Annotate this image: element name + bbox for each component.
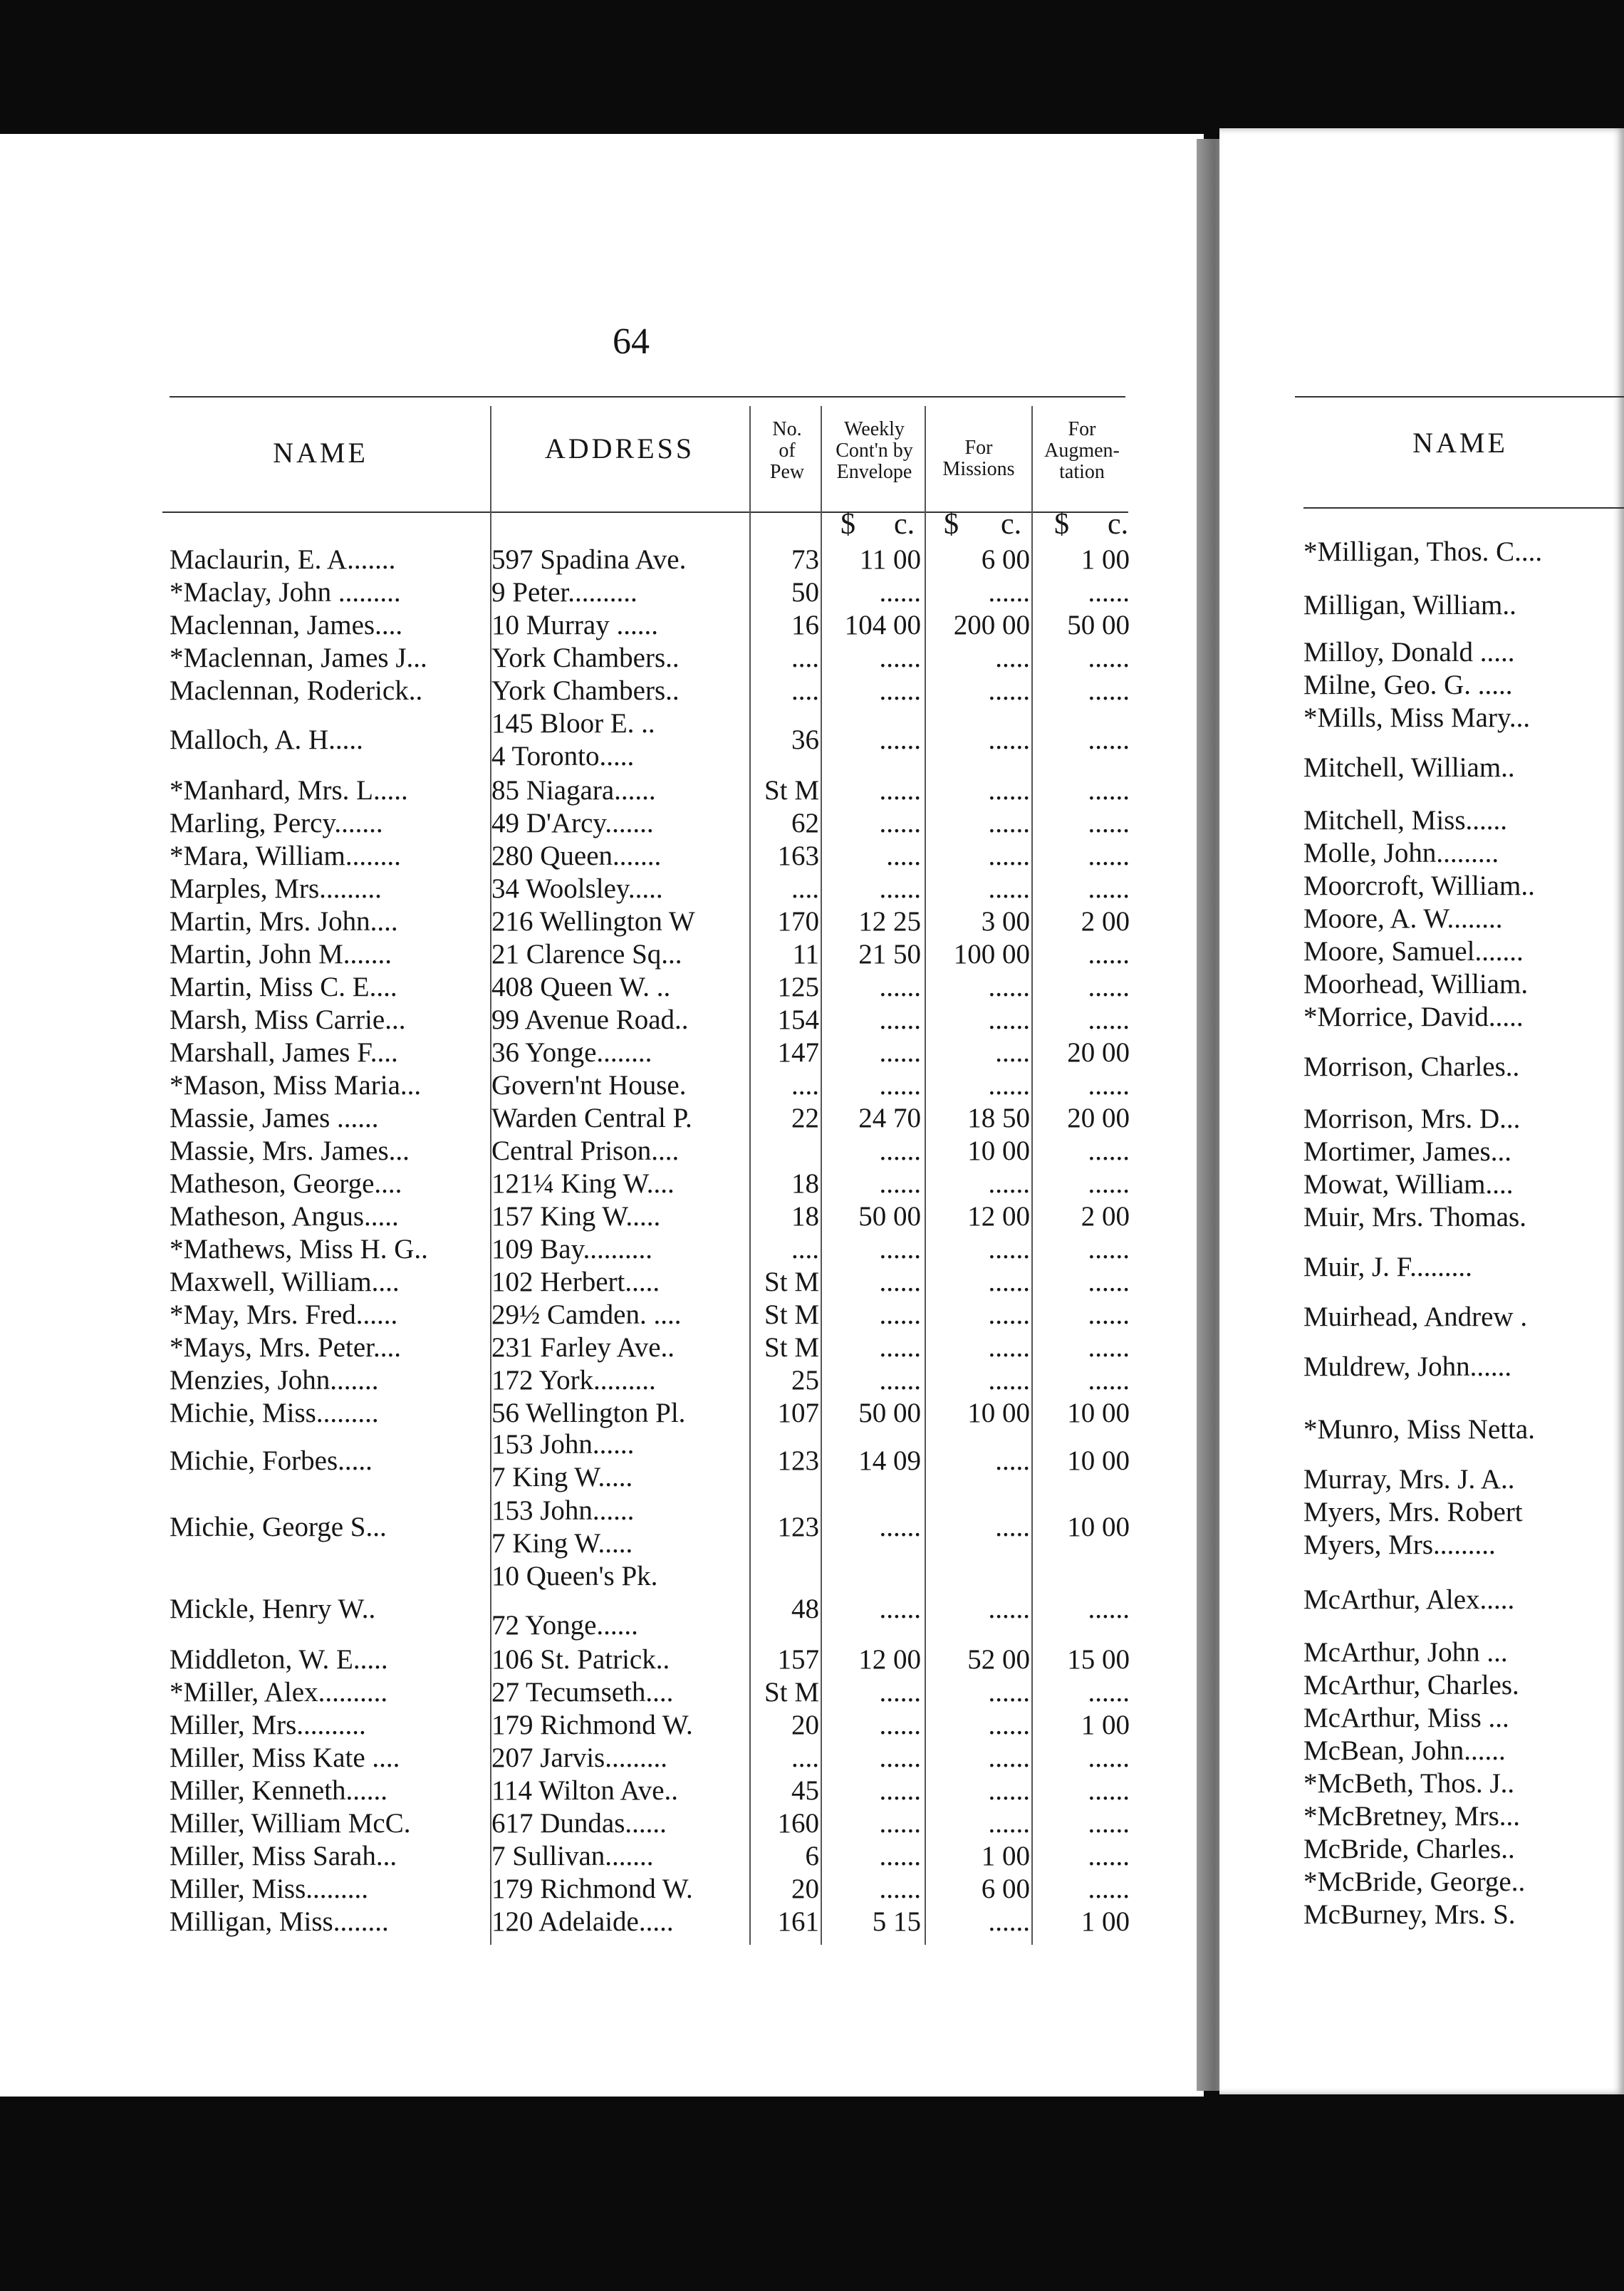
row-augmentation: 10 00 <box>1067 1398 1130 1428</box>
row-weekly: ...... <box>879 1267 921 1297</box>
row-weekly: ...... <box>879 1299 921 1330</box>
row-address: 29½ Camden. .... <box>491 1299 682 1330</box>
row-name: Michie, Miss......... <box>170 1398 379 1428</box>
row-pew: 62 <box>791 808 819 838</box>
row-name: Maclennan, Roderick.. <box>170 675 423 706</box>
row-address: 85 Niagara...... <box>491 775 656 806</box>
row-missions: ..... <box>995 1512 1030 1542</box>
row-address: 109 Bay.......... <box>491 1234 653 1264</box>
row-name: Milligan, Miss........ <box>170 1906 389 1937</box>
row-missions: ...... <box>988 1677 1030 1708</box>
row-missions: ...... <box>988 1808 1030 1839</box>
row-missions: ...... <box>988 1742 1030 1773</box>
row-name: Massie, Mrs. James... <box>170 1136 410 1166</box>
row-weekly: 12 25 <box>858 906 921 937</box>
row-missions: ...... <box>988 1168 1030 1199</box>
right-name: Milne, Geo. G. ..... <box>1303 670 1513 700</box>
row-address: 34 Woolsley..... <box>491 873 663 904</box>
row-address: 7 Sullivan....... <box>491 1841 654 1871</box>
row-pew: .... <box>791 643 819 673</box>
row-weekly: ...... <box>879 1742 921 1773</box>
row-address: 21 Clarence Sq... <box>491 939 682 970</box>
row-pew: .... <box>791 1742 819 1773</box>
row-augmentation: 1 00 <box>1081 544 1130 575</box>
row-name: Martin, Mrs. John.... <box>170 906 398 937</box>
row-address: 597 Spadina Ave. <box>491 544 687 575</box>
right-name: McArthur, Miss ... <box>1303 1703 1509 1733</box>
row-address: 7 King W..... <box>491 1462 633 1492</box>
right-name: *Morrice, David..... <box>1303 1002 1524 1032</box>
row-address: 179 Richmond W. <box>491 1710 693 1740</box>
row-weekly: 50 00 <box>858 1201 921 1232</box>
row-address: 153 John...... <box>491 1495 635 1526</box>
row-augmentation: ...... <box>1088 841 1130 871</box>
row-augmentation: 10 00 <box>1067 1512 1130 1542</box>
row-weekly: ...... <box>879 1037 921 1068</box>
right-name: McArthur, Charles. <box>1303 1670 1519 1700</box>
right-name: Myers, Mrs......... <box>1303 1529 1496 1560</box>
row-augmentation: 2 00 <box>1081 906 1130 937</box>
row-address: 10 Queen's Pk. <box>491 1561 658 1591</box>
row-address: Govern'nt House. <box>491 1070 687 1101</box>
row-missions: 100 00 <box>953 939 1030 970</box>
right-header-bottom-rule <box>1303 507 1624 509</box>
row-address: 216 Wellington W <box>491 906 695 937</box>
row-pew: 123 <box>777 1445 819 1476</box>
row-augmentation: ...... <box>1088 873 1130 904</box>
row-augmentation: ...... <box>1088 1874 1130 1904</box>
row-name: Miller, Miss......... <box>170 1874 369 1904</box>
unit-dollar: $ <box>1054 508 1069 541</box>
row-name: Marsh, Miss Carrie... <box>170 1004 406 1035</box>
unit-cents: c. <box>1108 508 1129 541</box>
row-weekly: ..... <box>886 841 921 871</box>
right-name: Moore, Samuel....... <box>1303 936 1524 967</box>
right-name: *McBride, George.. <box>1303 1866 1526 1897</box>
row-augmentation: ...... <box>1088 1070 1130 1101</box>
row-name: *Mason, Miss Maria... <box>170 1070 422 1101</box>
row-name: Miller, Miss Sarah... <box>170 1841 397 1871</box>
row-missions: ...... <box>988 724 1030 755</box>
row-augmentation: ...... <box>1088 675 1130 706</box>
row-name: Massie, James ...... <box>170 1103 379 1133</box>
row-weekly: ...... <box>879 1512 921 1542</box>
row-pew: 25 <box>791 1365 819 1396</box>
right-name: McBurney, Mrs. S. <box>1303 1899 1516 1930</box>
row-address: 280 Queen....... <box>491 841 662 871</box>
row-missions: ...... <box>988 1710 1030 1740</box>
right-name: Mitchell, William.. <box>1303 752 1515 783</box>
row-name: *Maclennan, James J... <box>170 643 427 673</box>
right-name: Morrison, Mrs. D... <box>1303 1103 1521 1134</box>
header-weekly: Weekly Cont'n by Envelope <box>836 418 913 483</box>
row-name: Mickle, Henry W.. <box>170 1594 376 1624</box>
row-missions: 6 00 <box>981 1874 1030 1904</box>
row-address: 56 Wellington Pl. <box>491 1398 686 1428</box>
row-augmentation: ...... <box>1088 1332 1130 1363</box>
row-pew: 123 <box>777 1512 819 1542</box>
row-pew: St M <box>764 1332 819 1363</box>
row-address: Warden Central P. <box>491 1103 692 1133</box>
row-augmentation: ...... <box>1088 1808 1130 1839</box>
unit-cents: c. <box>894 508 915 541</box>
row-weekly: ...... <box>879 972 921 1002</box>
row-name: Maclennan, James.... <box>170 610 403 640</box>
row-name: Marling, Percy....... <box>170 808 383 838</box>
row-pew: 6 <box>805 1841 819 1871</box>
row-augmentation: ...... <box>1088 1365 1130 1396</box>
right-name: McArthur, John ... <box>1303 1637 1508 1668</box>
right-name: McBride, Charles.. <box>1303 1834 1515 1864</box>
row-name: Maxwell, William.... <box>170 1267 400 1297</box>
right-name: *Milligan, Thos. C.... <box>1303 536 1543 567</box>
row-address: 102 Herbert..... <box>491 1267 660 1297</box>
row-weekly: ...... <box>879 1775 921 1806</box>
row-address: 157 King W..... <box>491 1201 661 1232</box>
row-pew: 48 <box>791 1594 819 1624</box>
row-address: 617 Dundas...... <box>491 1808 667 1839</box>
row-missions: ...... <box>988 1070 1030 1101</box>
row-name: Miller, William McC. <box>170 1808 411 1839</box>
row-augmentation: 1 00 <box>1081 1906 1130 1937</box>
row-augmentation: ...... <box>1088 775 1130 806</box>
right-header-name: NAME <box>1412 427 1508 459</box>
row-weekly: ...... <box>879 643 921 673</box>
row-name: Marples, Mrs......... <box>170 873 382 904</box>
row-missions: ...... <box>988 675 1030 706</box>
row-missions: 10 00 <box>967 1136 1030 1166</box>
row-name: Michie, Forbes..... <box>170 1445 373 1476</box>
row-augmentation: 15 00 <box>1067 1644 1130 1675</box>
row-name: Martin, John M....... <box>170 939 392 970</box>
row-missions: 200 00 <box>953 610 1030 640</box>
row-pew: 125 <box>777 972 819 1002</box>
row-weekly: ...... <box>879 1332 921 1363</box>
row-weekly: ...... <box>879 1710 921 1740</box>
row-pew: 163 <box>777 841 819 871</box>
row-pew: 154 <box>777 1004 819 1035</box>
row-augmentation: ...... <box>1088 1841 1130 1871</box>
right-name: Muir, Mrs. Thomas. <box>1303 1202 1526 1232</box>
row-augmentation: 20 00 <box>1067 1037 1130 1068</box>
row-missions: ...... <box>988 808 1030 838</box>
row-pew: .... <box>791 675 819 706</box>
row-augmentation: ...... <box>1088 724 1130 755</box>
right-name: *McBeth, Thos. J.. <box>1303 1768 1515 1799</box>
row-weekly: ...... <box>879 775 921 806</box>
row-name: Middleton, W. E..... <box>170 1644 388 1675</box>
row-missions: ..... <box>995 643 1030 673</box>
row-address: Central Prison.... <box>491 1136 680 1166</box>
unit-dollar: $ <box>840 508 855 541</box>
unit-dollar: $ <box>944 508 959 541</box>
row-name: *Manhard, Mrs. L..... <box>170 775 408 806</box>
row-pew: 22 <box>791 1103 819 1133</box>
right-name: Milloy, Donald ..... <box>1303 637 1515 667</box>
row-augmentation: 1 00 <box>1081 1710 1130 1740</box>
right-name: Muldrew, John...... <box>1303 1351 1512 1382</box>
row-augmentation: ...... <box>1088 1168 1130 1199</box>
row-name: *Miller, Alex.......... <box>170 1677 388 1708</box>
row-name: *Mara, William........ <box>170 841 401 871</box>
row-augmentation: 50 00 <box>1067 610 1130 640</box>
row-pew: 161 <box>777 1906 819 1937</box>
right-name: McBean, John...... <box>1303 1735 1506 1766</box>
row-pew: 20 <box>791 1710 819 1740</box>
row-missions: 52 00 <box>967 1644 1030 1675</box>
row-pew: 16 <box>791 610 819 640</box>
row-address: 120 Adelaide..... <box>491 1906 674 1937</box>
row-pew: St M <box>764 1299 819 1330</box>
header-address: ADDRESS <box>544 432 695 464</box>
right-name: Mowat, William.... <box>1303 1169 1514 1200</box>
row-pew: 18 <box>791 1168 819 1199</box>
row-weekly: 12 00 <box>858 1644 921 1675</box>
page-number: 64 <box>613 321 650 362</box>
row-name: Menzies, John....... <box>170 1365 379 1396</box>
row-pew: .... <box>791 1070 819 1101</box>
row-missions: ...... <box>988 1775 1030 1806</box>
row-missions: 1 00 <box>981 1841 1030 1871</box>
row-address: 172 York......... <box>491 1365 656 1396</box>
row-weekly: ...... <box>879 808 921 838</box>
row-weekly: 24 70 <box>858 1103 921 1133</box>
row-augmentation: 20 00 <box>1067 1103 1130 1133</box>
unit-cents: c. <box>1001 508 1022 541</box>
row-missions: ..... <box>995 1445 1030 1476</box>
row-augmentation: ...... <box>1088 972 1130 1002</box>
row-pew: 36 <box>791 724 819 755</box>
right-name: Mortimer, James... <box>1303 1136 1511 1167</box>
row-augmentation: ...... <box>1088 1677 1130 1708</box>
row-name: Malloch, A. H..... <box>170 724 363 755</box>
right-name: Milligan, William.. <box>1303 590 1516 620</box>
row-missions: ...... <box>988 972 1030 1002</box>
header-missions: For Missions <box>942 437 1015 480</box>
row-name: Michie, George S... <box>170 1512 387 1542</box>
right-name: Murray, Mrs. J. A.. <box>1303 1464 1515 1495</box>
row-weekly: 14 09 <box>858 1445 921 1476</box>
right-name: McArthur, Alex..... <box>1303 1584 1515 1615</box>
row-pew: 50 <box>791 577 819 608</box>
row-weekly: ...... <box>879 1234 921 1264</box>
row-augmentation: 10 00 <box>1067 1445 1130 1476</box>
row-pew: .... <box>791 873 819 904</box>
row-weekly: 11 00 <box>859 544 921 575</box>
right-header-top-rule <box>1295 396 1624 398</box>
row-weekly: ...... <box>879 675 921 706</box>
row-address: 4 Toronto..... <box>491 741 635 772</box>
row-missions: ...... <box>988 873 1030 904</box>
row-pew: 11 <box>792 939 819 970</box>
row-missions: 3 00 <box>981 906 1030 937</box>
right-name: Muirhead, Andrew . <box>1303 1302 1528 1332</box>
header-bottom-rule <box>162 511 1128 513</box>
row-missions: ...... <box>988 577 1030 608</box>
row-weekly: ...... <box>879 1808 921 1839</box>
row-address: 10 Murray ...... <box>491 610 658 640</box>
row-missions: ...... <box>988 1332 1030 1363</box>
row-address: 36 Yonge........ <box>491 1037 652 1068</box>
row-augmentation: ...... <box>1088 1004 1130 1035</box>
row-missions: 10 00 <box>967 1398 1030 1428</box>
row-pew: .... <box>791 1234 819 1264</box>
column-rule <box>821 406 822 1945</box>
row-missions: ...... <box>988 1004 1030 1035</box>
row-augmentation: 2 00 <box>1081 1201 1130 1232</box>
row-name: *Mays, Mrs. Peter.... <box>170 1332 401 1363</box>
right-name: Muir, J. F......... <box>1303 1252 1472 1282</box>
row-augmentation: ...... <box>1088 1742 1130 1773</box>
header-name: NAME <box>273 437 368 469</box>
header-top-rule <box>170 396 1125 398</box>
row-augmentation: ...... <box>1088 1299 1130 1330</box>
row-augmentation: ...... <box>1088 577 1130 608</box>
row-pew: 160 <box>777 1808 819 1839</box>
row-augmentation: ...... <box>1088 808 1130 838</box>
row-augmentation: ...... <box>1088 1594 1130 1624</box>
row-pew: 147 <box>777 1037 819 1068</box>
row-address: 49 D'Arcy....... <box>491 808 654 838</box>
row-address: 179 Richmond W. <box>491 1874 693 1904</box>
row-address: 145 Bloor E. .. <box>491 708 655 739</box>
row-address: York Chambers.. <box>491 675 680 706</box>
row-name: *Maclay, John ......... <box>170 577 401 608</box>
row-name: Matheson, George.... <box>170 1168 402 1199</box>
right-name: Mitchell, Miss...... <box>1303 805 1508 836</box>
row-name: *Mathews, Miss H. G.. <box>170 1234 428 1264</box>
row-missions: ..... <box>995 1037 1030 1068</box>
row-weekly: ...... <box>879 1841 921 1871</box>
row-missions: 12 00 <box>967 1201 1030 1232</box>
row-augmentation: ...... <box>1088 1234 1130 1264</box>
row-name: *May, Mrs. Fred...... <box>170 1299 398 1330</box>
row-missions: ...... <box>988 1365 1030 1396</box>
right-name: Moorhead, William. <box>1303 969 1529 999</box>
row-address: 27 Tecumseth.... <box>491 1677 674 1708</box>
header-augmentation: For Augmen- tation <box>1044 418 1120 483</box>
row-address: 231 Farley Ave.. <box>491 1332 675 1363</box>
row-address: 72 Yonge...... <box>491 1610 638 1641</box>
row-name: Miller, Mrs.......... <box>170 1710 366 1740</box>
row-weekly: 50 00 <box>858 1398 921 1428</box>
row-address: 153 John...... <box>491 1429 635 1460</box>
row-missions: 6 00 <box>981 544 1030 575</box>
right-name: Moore, A. W........ <box>1303 903 1503 934</box>
row-augmentation: ...... <box>1088 643 1130 673</box>
row-name: Marshall, James F.... <box>170 1037 398 1068</box>
row-address: 99 Avenue Road.. <box>491 1004 689 1035</box>
row-weekly: ...... <box>879 873 921 904</box>
row-address: 7 King W..... <box>491 1528 633 1559</box>
row-pew: St M <box>764 1677 819 1708</box>
row-address: 9 Peter.......... <box>491 577 637 608</box>
row-pew: 170 <box>777 906 819 937</box>
row-weekly: ...... <box>879 1168 921 1199</box>
row-pew: St M <box>764 1267 819 1297</box>
row-weekly: ...... <box>879 1365 921 1396</box>
row-augmentation: ...... <box>1088 1775 1130 1806</box>
row-missions: 18 50 <box>967 1103 1030 1133</box>
row-weekly: ...... <box>879 724 921 755</box>
row-weekly: 21 50 <box>858 939 921 970</box>
row-missions: ...... <box>988 1234 1030 1264</box>
row-weekly: ...... <box>879 1070 921 1101</box>
row-weekly: ...... <box>879 1874 921 1904</box>
row-missions: ...... <box>988 1906 1030 1937</box>
row-missions: ...... <box>988 1299 1030 1330</box>
row-name: Maclaurin, E. A....... <box>170 544 396 575</box>
header-pew: No. of Pew <box>769 418 805 483</box>
row-pew: 157 <box>777 1644 819 1675</box>
row-pew: St M <box>764 775 819 806</box>
row-weekly: ...... <box>879 577 921 608</box>
right-name: *Mills, Miss Mary... <box>1303 702 1531 733</box>
row-weekly: ...... <box>879 1136 921 1166</box>
right-name: *McBretney, Mrs... <box>1303 1801 1521 1832</box>
row-pew: 18 <box>791 1201 819 1232</box>
row-missions: ...... <box>988 775 1030 806</box>
row-weekly: ...... <box>879 1004 921 1035</box>
row-augmentation: ...... <box>1088 1136 1130 1166</box>
row-missions: ...... <box>988 841 1030 871</box>
right-name: *Munro, Miss Netta. <box>1303 1414 1535 1445</box>
row-address: 106 St. Patrick.. <box>491 1644 670 1675</box>
row-pew: 107 <box>777 1398 819 1428</box>
row-name: Matheson, Angus..... <box>170 1201 399 1232</box>
row-address: 408 Queen W. .. <box>491 972 671 1002</box>
right-name: Myers, Mrs. Robert <box>1303 1497 1523 1527</box>
row-missions: ...... <box>988 1267 1030 1297</box>
row-address: 121¼ King W.... <box>491 1168 675 1199</box>
row-name: Miller, Miss Kate .... <box>170 1742 400 1773</box>
row-weekly: ...... <box>879 1677 921 1708</box>
row-name: Martin, Miss C. E.... <box>170 972 397 1002</box>
row-pew: 20 <box>791 1874 819 1904</box>
row-name: Miller, Kenneth...... <box>170 1775 388 1806</box>
right-name: Morrison, Charles.. <box>1303 1051 1520 1082</box>
row-augmentation: ...... <box>1088 1267 1130 1297</box>
row-missions: ...... <box>988 1594 1030 1624</box>
right-name: Molle, John......... <box>1303 838 1499 868</box>
row-augmentation: ...... <box>1088 939 1130 970</box>
row-address: 207 Jarvis......... <box>491 1742 667 1773</box>
right-name: Moorcroft, William.. <box>1303 871 1535 901</box>
row-pew: 45 <box>791 1775 819 1806</box>
row-weekly: 5 15 <box>872 1906 921 1937</box>
row-address: 114 Wilton Ave.. <box>491 1775 679 1806</box>
row-weekly: ...... <box>879 1594 921 1624</box>
row-weekly: 104 00 <box>844 610 921 640</box>
row-address: York Chambers.. <box>491 643 680 673</box>
row-pew: 73 <box>791 544 819 575</box>
